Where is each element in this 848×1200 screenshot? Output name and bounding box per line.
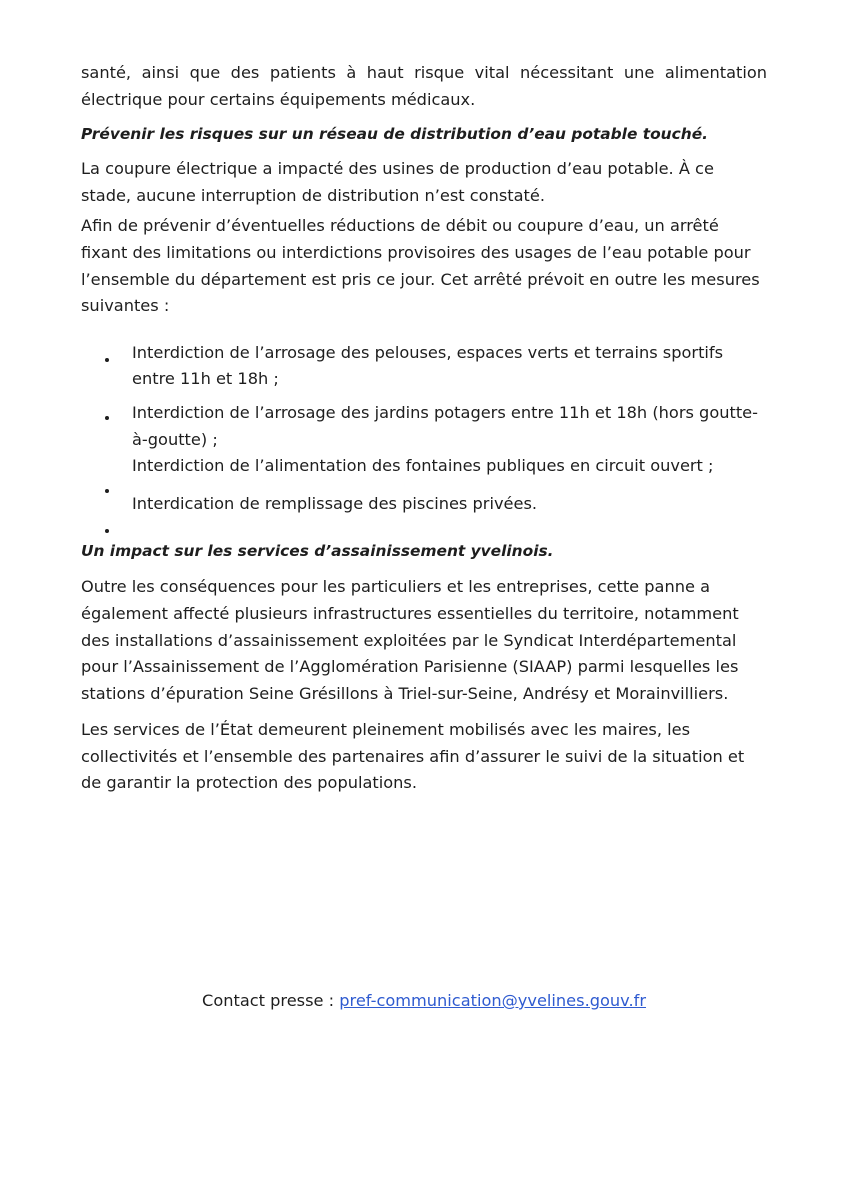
heading-sanitation: Un impact sur les services d’assainissement yvelinois. <box>81 542 554 561</box>
contact-email-link[interactable]: pref-communication@yvelines.gouv.fr <box>339 991 646 1010</box>
measure-text: Interdication de remplissage des piscines privées. <box>132 493 538 513</box>
measure-text: Interdiction de l’alimentation des fontaines publiques en circuit ouvert ; <box>132 456 714 476</box>
measure-text: Interdiction de l’arrosage des pelouses, espaces verts et terrains sportifs entre 11h et 18h ; <box>132 342 724 389</box>
bullet-icon <box>105 358 109 362</box>
bullet-icon <box>105 529 109 533</box>
paragraph-sanitation: Outre les conséquences pour les particuliers et les entreprises, cette panne a également affecté plusieurs infrastructures essentielles du territoire, notamment des installations d’assainissement exploitées par le Syndicat Interdépartemental pour l’Assainissement de l’Agglomération Parisienne (SIAAP) parmi lesquelles les stations d’épuration Seine Grésillons à Triel-sur-Seine, Andrésy et Morainvilliers. <box>81 577 739 703</box>
measure-text: Interdiction de l’arrosage des jardins potagers entre 11h et 18h (hors goutte-à-goutte) ; <box>132 402 758 449</box>
paragraph-water-2: Afin de prévenir d’éventuelles réductions de débit ou coupure d’eau, un arrêté fixant des limitations ou interdictions provisoires des usages de l’eau potable pour l’ensemble du département est pris ce jour. Cet arrêté prévoit en outre les mesures suivantes : <box>81 216 760 316</box>
press-contact <box>0 988 848 1014</box>
list-item <box>81 453 767 480</box>
document-body <box>81 60 767 797</box>
paragraph-closing: Les services de l’État demeurent pleinement mobilisés avec les maires, les collectivités et l’ensemble des partenaires afin d’assurer le suivi de la situation et de garantir la protection des populations. <box>81 720 745 793</box>
paragraph-water-1: La coupure électrique a impacté des usines de production d’eau potable. À ce stade, aucune interruption de distribution n’est constaté. <box>81 159 714 205</box>
contact-label: Contact presse : <box>202 991 340 1010</box>
list-item <box>81 400 767 453</box>
paragraph-intro: santé, ainsi que des patients à haut risque vital nécessitant une alimentation électrique pour certains équipements médicaux. <box>81 63 767 109</box>
heading-water: Prévenir les risques sur un réseau de distribution d’eau potable touché. <box>81 125 709 144</box>
bullet-icon <box>105 416 109 420</box>
measures-list <box>81 340 767 518</box>
list-item <box>81 340 767 393</box>
list-item <box>81 491 767 518</box>
